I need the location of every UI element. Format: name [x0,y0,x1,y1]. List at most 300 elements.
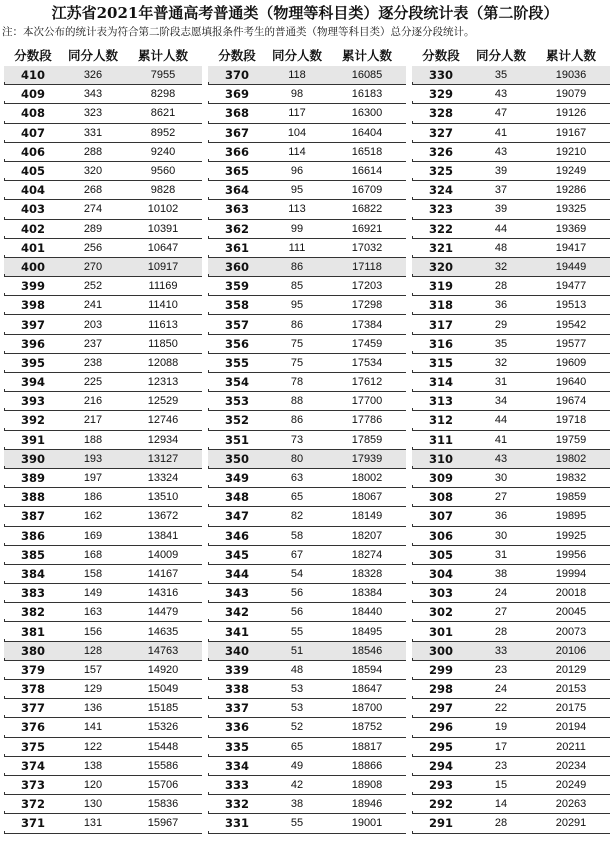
same-count-cell: 19 [494,721,508,734]
score-cell: 397 [20,317,45,332]
score-cell: 350 [224,451,249,466]
cumulative-cell: 20249 [555,779,587,792]
cumulative-cell: 12529 [147,395,179,408]
table-row [412,124,610,143]
cumulative-cell: 14167 [147,567,179,580]
cumulative-cell: 15326 [147,721,179,734]
score-cell: 295 [428,739,453,754]
score-cell: 306 [428,528,453,543]
same-count-cell: 28 [494,817,508,830]
score-cell: 387 [20,509,45,524]
same-count-cell: 117 [288,107,306,120]
table-row [4,507,202,526]
table-row [412,527,610,546]
score-cell: 408 [20,106,45,121]
table-row [208,718,406,737]
score-cell: 309 [428,471,453,486]
cumulative-cell: 15049 [147,683,179,696]
table-row [4,181,202,200]
cumulative-cell: 20153 [555,683,587,696]
same-count-cell: 34 [494,395,508,408]
table-row [412,277,610,296]
same-count-cell: 67 [290,548,304,561]
table-rows [208,66,406,834]
same-count-cell: 237 [83,337,103,350]
table-row [412,507,610,526]
cumulative-cell: 11850 [148,337,178,350]
cumulative-cell: 15448 [147,740,179,753]
score-cell: 343 [224,586,249,601]
column-header [412,44,610,66]
cumulative-cell: 17786 [351,414,383,427]
same-count-cell: 141 [83,721,103,734]
table-row [208,431,406,450]
cumulative-cell: 17032 [351,241,383,254]
same-count-cell: 22 [494,702,508,715]
table-row [208,239,406,258]
score-cell: 291 [428,816,453,831]
table-row [4,661,202,680]
same-count-cell: 48 [290,663,304,676]
table-row [412,584,610,603]
same-count-cell: 35 [494,337,508,350]
same-count-cell: 131 [83,817,103,830]
table-rows [412,66,610,834]
table-row [4,220,202,239]
same-count-cell: 323 [83,107,103,120]
cumulative-cell: 18207 [351,529,383,542]
same-count-cell: 113 [288,203,306,216]
score-cell: 386 [20,528,45,543]
same-count-cell: 156 [83,625,103,638]
cumulative-cell: 18752 [351,721,383,734]
cumulative-cell: 16822 [351,203,383,216]
same-count-cell: 98 [290,88,304,101]
cumulative-cell: 19036 [555,69,587,82]
table-row [4,335,202,354]
table-row [208,104,406,123]
score-cell: 406 [20,144,45,159]
table-row [208,315,406,334]
cumulative-cell: 17203 [351,280,383,293]
same-count-cell: 43 [494,88,508,101]
cumulative-cell: 17700 [351,395,383,408]
same-count-cell: 86 [290,414,304,427]
score-cell: 337 [224,701,249,716]
table-row [208,124,406,143]
same-count-cell: 118 [288,69,306,82]
cumulative-cell: 11410 [148,299,178,312]
table-column-3 [412,44,610,834]
same-count-cell: 343 [83,88,103,101]
score-cell: 364 [224,183,249,198]
score-cell: 316 [428,336,453,351]
table-row [412,795,610,814]
score-cell: 319 [428,279,453,294]
table-row [4,104,202,123]
table-row [208,277,406,296]
cumulative-cell: 17939 [351,452,383,465]
cumulative-cell: 16614 [351,165,383,178]
score-cell: 373 [20,778,45,793]
cumulative-cell: 11169 [148,280,178,293]
cumulative-cell: 18067 [351,491,383,504]
score-cell: 322 [428,221,453,236]
score-cell: 297 [428,701,453,716]
table-row [4,162,202,181]
score-cell: 315 [428,355,453,370]
score-cell: 347 [224,509,249,524]
table-row [208,584,406,603]
header-same-count: 同分人数 [475,48,526,63]
column-header [208,44,406,66]
same-count-cell: 23 [494,663,508,676]
cumulative-cell: 19577 [555,337,587,350]
table-row [4,642,202,661]
cumulative-cell: 9560 [150,165,176,178]
table-row [412,546,610,565]
table-note: 注：本次公布的统计表为符合第二阶段志愿填报条件考生的普通类（物理等科目类）总分逐分段统计。 [2,26,475,38]
table-row [412,220,610,239]
score-cell: 323 [428,202,453,217]
table-row [412,66,610,85]
cumulative-cell: 19417 [555,241,587,254]
same-count-cell: 55 [290,817,304,830]
cumulative-cell: 18817 [351,740,383,753]
cumulative-cell: 14316 [147,587,179,600]
same-count-cell: 32 [494,260,508,273]
score-cell: 340 [224,643,249,658]
cumulative-cell: 20018 [555,587,587,600]
cumulative-cell: 16300 [351,107,383,120]
table-row [412,738,610,757]
score-cell: 380 [20,643,45,658]
score-cell: 335 [224,739,249,754]
cumulative-cell: 19640 [555,376,587,389]
cumulative-cell: 19001 [351,817,383,830]
cumulative-cell: 20175 [555,702,587,715]
cumulative-cell: 12313 [147,376,179,389]
cumulative-cell: 14920 [147,663,179,676]
page-title: 江苏省2021年普通高考普通类（物理等科目类）逐分段统计表（第二阶段） [51,4,559,22]
score-cell: 313 [428,394,453,409]
same-count-cell: 24 [494,587,508,600]
score-cell: 329 [428,87,453,102]
cumulative-cell: 16518 [351,145,383,158]
same-count-cell: 28 [494,280,508,293]
score-cell: 395 [20,355,45,370]
table-row [412,104,610,123]
score-cell: 332 [224,797,249,812]
same-count-cell: 268 [83,184,103,197]
cumulative-cell: 18274 [351,548,383,561]
header-cumulative: 累计人数 [341,48,392,63]
table-row [208,85,406,104]
same-count-cell: 241 [83,299,103,312]
table-row [208,603,406,622]
table-row [4,354,202,373]
table-column-1 [4,44,202,834]
score-cell: 388 [20,490,45,505]
score-cell: 376 [20,720,45,735]
table-row [412,450,610,469]
table-row [4,603,202,622]
score-cell: 307 [428,509,453,524]
cumulative-cell: 19859 [555,491,587,504]
table-row [4,450,202,469]
same-count-cell: 82 [290,510,304,523]
table-row [4,469,202,488]
cumulative-cell: 8621 [150,107,176,120]
same-count-cell: 65 [290,491,304,504]
same-count-cell: 41 [494,433,508,446]
cumulative-cell: 9828 [150,184,176,197]
cumulative-cell: 20045 [555,606,587,619]
cumulative-cell: 18384 [351,587,383,600]
same-count-cell: 29 [494,318,508,331]
table-row [4,680,202,699]
cumulative-cell: 19609 [555,356,587,369]
same-count-cell: 30 [494,472,508,485]
cumulative-cell: 17534 [351,356,383,369]
table-row [208,354,406,373]
same-count-cell: 326 [83,69,103,82]
table-row [412,411,610,430]
same-count-cell: 44 [494,222,508,235]
same-count-cell: 23 [494,759,508,772]
score-cell: 321 [428,240,453,255]
table-row [208,469,406,488]
same-count-cell: 48 [494,241,508,254]
same-count-cell: 162 [83,510,103,523]
score-cell: 352 [224,413,249,428]
same-count-cell: 43 [494,452,508,465]
same-count-cell: 49 [290,759,304,772]
same-count-cell: 95 [290,184,304,197]
score-cell: 370 [224,68,249,83]
table-row [412,296,610,315]
cumulative-cell: 10391 [147,222,179,235]
cumulative-cell: 13841 [147,529,179,542]
score-cell: 311 [428,432,453,447]
cumulative-cell: 18946 [351,798,383,811]
score-cell: 296 [428,720,453,735]
score-cell: 357 [224,317,249,332]
score-cell: 334 [224,758,249,773]
cumulative-cell: 19286 [555,184,587,197]
score-cell: 318 [428,298,453,313]
table-row [412,181,610,200]
score-cell: 351 [224,432,249,447]
same-count-cell: 44 [494,414,508,427]
table-row [208,162,406,181]
same-count-cell: 15 [494,779,508,792]
same-count-cell: 85 [290,280,304,293]
same-count-cell: 36 [494,510,508,523]
cumulative-cell: 19325 [555,203,587,216]
same-count-cell: 24 [494,683,508,696]
same-count-cell: 88 [290,395,304,408]
cumulative-cell: 11613 [148,318,178,331]
table-row [412,718,610,737]
score-cell: 354 [224,375,249,390]
same-count-cell: 168 [83,548,103,561]
table-row [412,680,610,699]
table-row [208,699,406,718]
score-cell: 396 [20,336,45,351]
cumulative-cell: 18002 [351,472,383,485]
same-count-cell: 75 [290,337,304,350]
same-count-cell: 252 [83,280,103,293]
table-row [4,392,202,411]
cumulative-cell: 19895 [555,510,587,523]
table-row [412,661,610,680]
score-cell: 371 [20,816,45,831]
cumulative-cell: 17298 [351,299,383,312]
cumulative-cell: 17612 [351,376,383,389]
table-row [4,795,202,814]
cumulative-cell: 7955 [150,69,176,82]
table-row [4,718,202,737]
table-row [208,373,406,392]
score-cell: 390 [20,451,45,466]
table-row [412,603,610,622]
table-row [208,565,406,584]
score-cell: 391 [20,432,45,447]
same-count-cell: 129 [83,683,103,696]
cumulative-cell: 19674 [555,395,587,408]
score-cell: 341 [224,624,249,639]
same-count-cell: 104 [287,126,307,139]
table-row [208,450,406,469]
score-cell: 378 [20,682,45,697]
score-cell: 398 [20,298,45,313]
table-row [412,200,610,219]
table-row [412,354,610,373]
cumulative-cell: 16183 [351,88,383,101]
same-count-cell: 78 [290,376,304,389]
score-cell: 392 [20,413,45,428]
same-count-cell: 122 [83,740,103,753]
table-row [208,392,406,411]
score-cell: 310 [428,451,453,466]
score-cell: 405 [20,164,45,179]
table-row [4,776,202,795]
same-count-cell: 52 [290,721,304,734]
same-count-cell: 30 [494,529,508,542]
table-row [4,124,202,143]
score-cell: 355 [224,355,249,370]
score-cell: 299 [428,662,453,677]
cumulative-cell: 17859 [351,433,383,446]
table-row [412,776,610,795]
table-row [4,757,202,776]
same-count-cell: 216 [83,395,103,408]
table-row [208,66,406,85]
score-cell: 304 [428,566,453,581]
score-cell: 401 [20,240,45,255]
cumulative-cell: 18700 [351,702,383,715]
same-count-cell: 169 [83,529,103,542]
score-cell: 344 [224,566,249,581]
score-cell: 325 [428,164,453,179]
same-count-cell: 274 [83,203,103,216]
same-count-cell: 58 [290,529,304,542]
same-count-cell: 138 [83,759,103,772]
score-cell: 331 [224,816,249,831]
score-cell: 382 [20,605,45,620]
column-header [4,44,202,66]
cumulative-cell: 16085 [351,69,383,82]
score-cell: 336 [224,720,249,735]
score-cell: 385 [20,547,45,562]
table-row [4,488,202,507]
cumulative-cell: 19925 [555,529,587,542]
same-count-cell: 289 [83,222,103,235]
cumulative-cell: 10647 [147,241,179,254]
score-cell: 358 [224,298,249,313]
table-row [412,488,610,507]
score-cell: 384 [20,566,45,581]
score-cell: 333 [224,778,249,793]
cumulative-cell: 20106 [555,644,587,657]
cumulative-cell: 12934 [147,433,179,446]
table-row [208,776,406,795]
table-row [4,143,202,162]
cumulative-cell: 19718 [555,414,587,427]
same-count-cell: 37 [494,184,508,197]
same-count-cell: 86 [290,260,304,273]
score-cell: 356 [224,336,249,351]
cumulative-cell: 19369 [555,222,587,235]
table-row [412,469,610,488]
score-cell: 362 [224,221,249,236]
score-cell: 403 [20,202,45,217]
same-count-cell: 331 [83,126,103,139]
cumulative-cell: 14479 [147,606,179,619]
score-cell: 372 [20,797,45,812]
cumulative-cell: 19477 [555,280,587,293]
score-cell: 383 [20,586,45,601]
table-row [208,622,406,641]
same-count-cell: 35 [494,69,508,82]
same-count-cell: 56 [290,606,304,619]
same-count-cell: 288 [83,145,103,158]
score-cell: 369 [224,87,249,102]
cumulative-cell: 16709 [351,184,383,197]
header-score: 分数段 [218,48,256,63]
cumulative-cell: 20129 [555,663,587,676]
cumulative-cell: 19449 [555,260,587,273]
cumulative-cell: 15706 [147,779,179,792]
score-cell: 402 [20,221,45,236]
score-cell: 409 [20,87,45,102]
table-column-2 [208,44,406,834]
table-row [208,296,406,315]
table-row [208,661,406,680]
header-cumulative: 累计人数 [137,48,188,63]
score-cell: 368 [224,106,249,121]
table-row [4,200,202,219]
same-count-cell: 39 [494,203,508,216]
cumulative-cell: 17384 [351,318,383,331]
same-count-cell: 53 [290,702,304,715]
same-count-cell: 42 [290,779,304,792]
score-cell: 326 [428,144,453,159]
score-cell: 330 [428,68,453,83]
score-cell: 410 [20,68,45,83]
score-cell: 394 [20,375,45,390]
